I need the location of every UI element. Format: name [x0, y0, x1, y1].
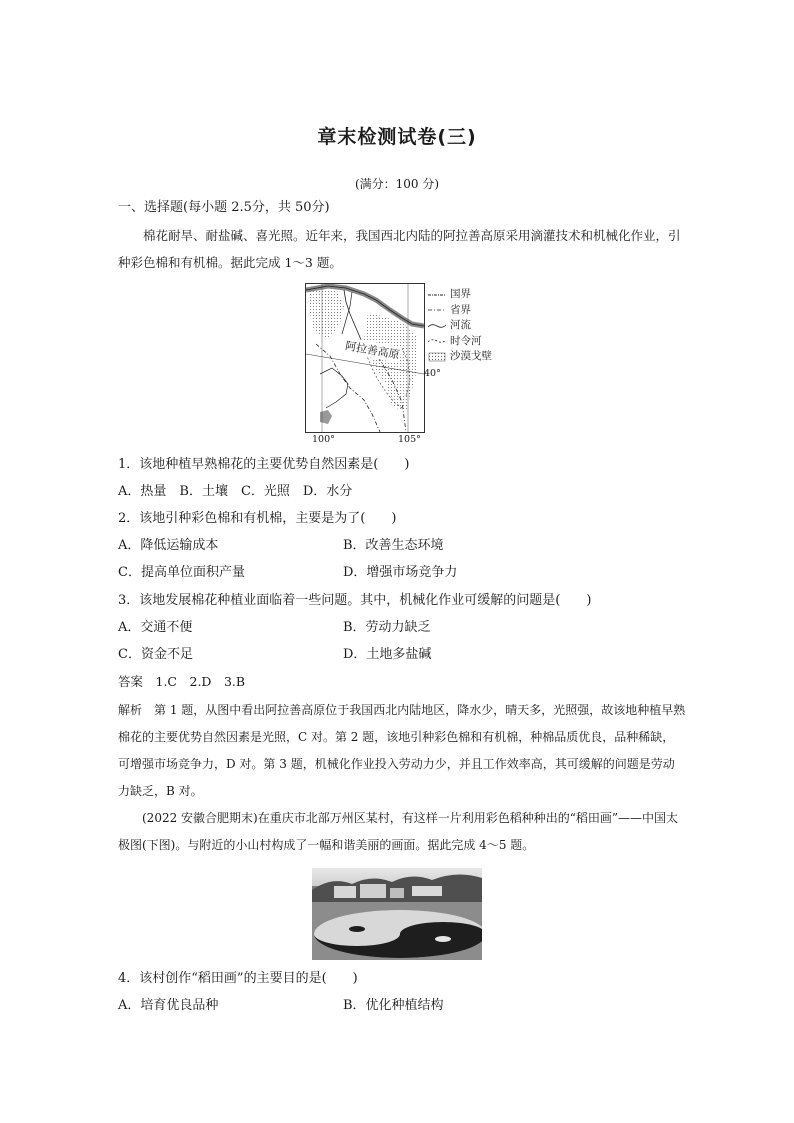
question-3-stem: 3．该地发展棉花种植业面临着一些问题。其中，机械化作业可缓解的问题是( ) — [118, 593, 592, 608]
question-2-option-a: A．降低运输成本 — [118, 538, 219, 553]
page-title: 章末检测试卷(三) — [317, 126, 477, 148]
question-3-option-a: A．交通不便 — [118, 620, 193, 635]
section-heading: 一、选择题(每小题 2.5分，共 50分) — [118, 200, 330, 215]
analysis-paragraph: 解析 第 1 题，从图中看出阿拉善高原位于我国西北内陆地区，降水少，晴天多，光照强，故该地种植早熟棉花的主要优势自然因素是光照，C 对。第 2 题，该地引种彩色棉和有机棉，种棉品质优良，品种稀缺，可增强市场竞争力，D 对。第 3 题，机械化作业投入劳动力少，并且工作效率高，其可缓解的问题是劳动力缺乏，B 对。 — [118, 703, 686, 798]
desert-area-east — [364, 312, 418, 412]
question-2-option-b: B．改善生态环境 — [343, 538, 444, 553]
region-label: 阿拉善高原 — [343, 337, 402, 363]
question-1-stem: 1．该地种植早熟棉花的主要优势自然因素是( ) — [118, 457, 410, 472]
question-3-option-c: C．资金不足 — [118, 647, 193, 662]
map-drawing — [306, 284, 424, 432]
score-note: (满分：100 分) — [354, 177, 440, 191]
question-2-option-d: D．增强市场竞争力 — [343, 565, 458, 580]
longitude-tick-right: 105° — [398, 434, 421, 445]
question-3-option-b: B．劳动力缺乏 — [343, 620, 431, 635]
legend-item: 河流 — [428, 318, 492, 334]
question-3-option-d: D．土地多盐碱 — [343, 647, 432, 662]
legend-item: 省界 — [450, 303, 471, 316]
desert-area-west — [310, 289, 344, 339]
legend-item: 时令河 — [428, 334, 492, 350]
latitude-tick: 40° — [424, 368, 441, 379]
longitude-tick-left: 100° — [312, 434, 335, 445]
lake — [320, 410, 332, 424]
question-2-option-c: C．提高单位面积产量 — [118, 565, 245, 580]
intro-paragraph-1: 棉花耐旱、耐盐碱、喜光照。近年来，我国西北内陆的阿拉善高原采用滴灌技术和机械化作业，引种彩色棉和有机棉。据此完成 1～3 题。 — [118, 228, 681, 270]
intro-paragraph-2: (2022 安徽合肥期末)在重庆市北部万州区某村，有这样一片利用彩色稻种种出的“稻田画”——中国太极图(下图)。与附近的小山村构成了一幅和谐美丽的画面。据此完成 4～5 题。 — [118, 811, 678, 852]
question-4-stem: 4．该村创作“稻田画”的主要目的是( ) — [118, 971, 358, 986]
question-4-option-b: B．优化种植结构 — [343, 998, 444, 1013]
answer-line: 答案 1.C 2.D 3.B — [118, 674, 246, 689]
map-legend — [428, 287, 492, 365]
village-building — [334, 886, 356, 898]
question-2-stem: 2．该地引种彩色棉和有机棉，主要是为了( ) — [118, 511, 397, 526]
rice-field-taiji-photo — [312, 868, 482, 960]
question-1-options: A．热量 B．土壤 C．光照 D．水分 — [118, 484, 353, 499]
river — [344, 290, 362, 342]
legend-item: 沙漠戈壁 — [428, 349, 492, 365]
alxa-plateau-map — [305, 283, 425, 433]
legend-item: 国界 — [450, 288, 471, 300]
question-4-option-a: A．培育优良品种 — [118, 998, 219, 1013]
